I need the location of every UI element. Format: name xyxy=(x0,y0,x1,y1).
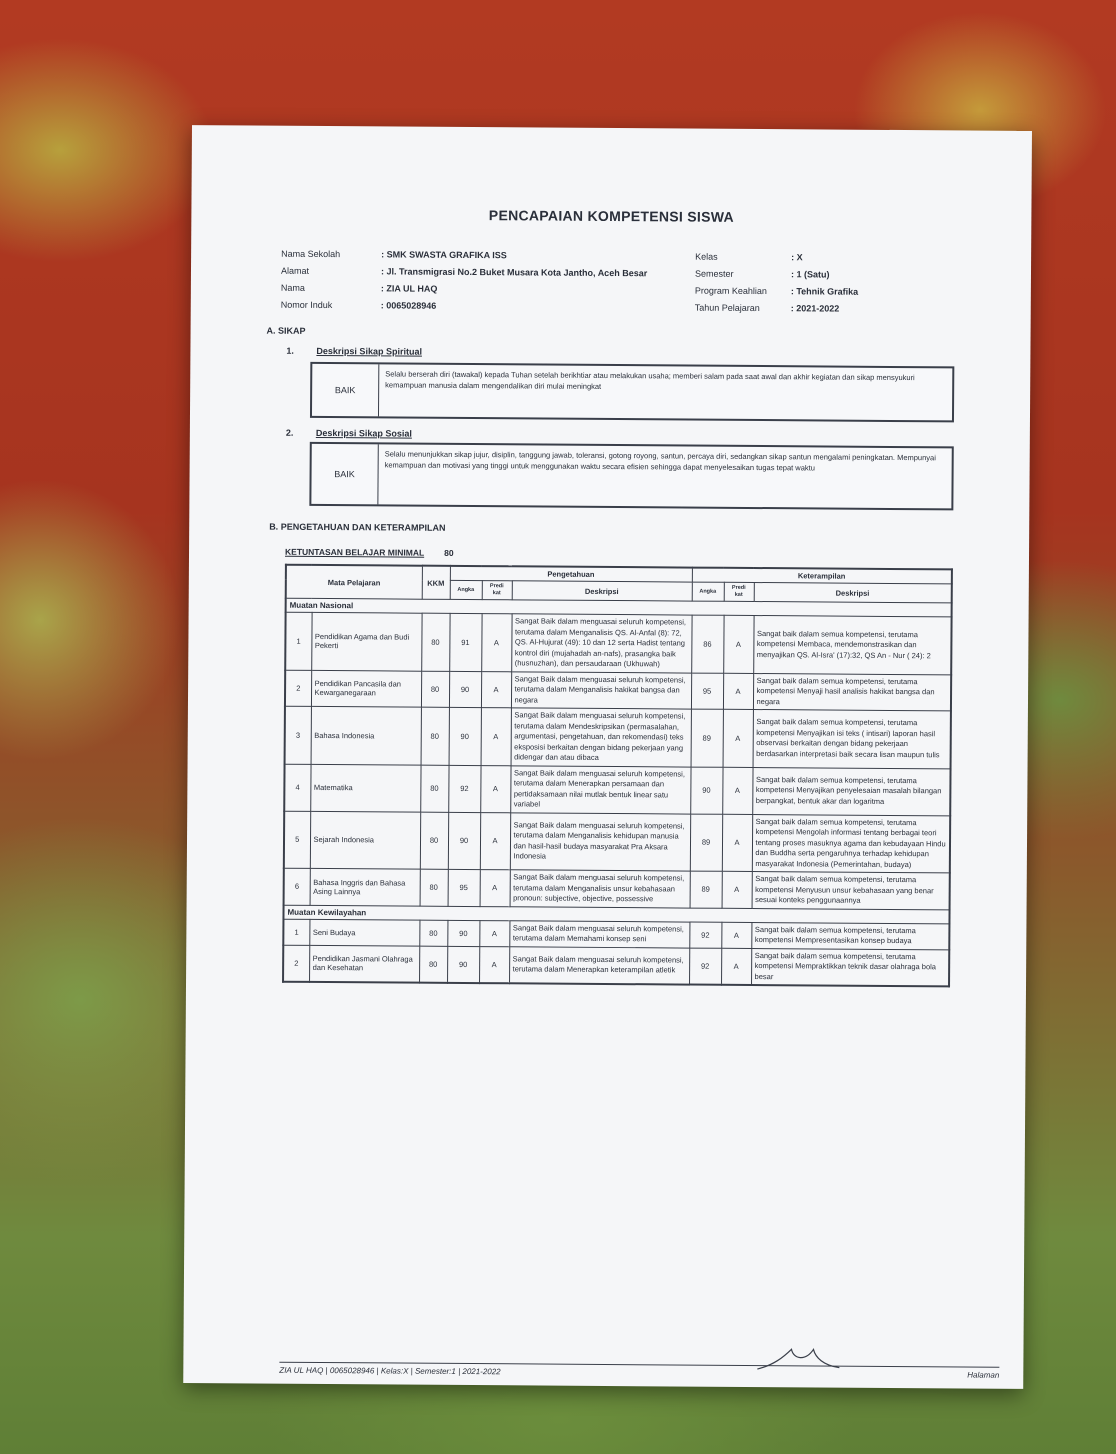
keterampilan-angka: 89 xyxy=(691,709,723,767)
keterampilan-predikat: A xyxy=(723,709,753,767)
subject-name: Pendidikan Jasmani Olahraga dan Kesehatan xyxy=(309,945,419,983)
pengetahuan-angka: 90 xyxy=(449,671,481,708)
keterampilan-deskripsi: Sangat baik dalam semua kompetensi, terutama kompetensi Mempraktikkan teknik dasar olahraga bola besar xyxy=(751,948,949,986)
pengetahuan-deskripsi: Sangat Baik dalam menguasai seluruh kompetensi, terutama dalam Menerapkan keterampilan atletik xyxy=(509,946,689,984)
report-paper xyxy=(183,125,1032,1389)
info-label: Semester xyxy=(694,268,734,279)
page-footer xyxy=(279,1362,999,1380)
header-k-angka: Angka xyxy=(692,582,724,601)
info-label: Kelas xyxy=(695,251,718,262)
header-p-angka: Angka xyxy=(450,580,482,599)
kkm-cell: 80 xyxy=(421,671,449,708)
keterampilan-predikat: A xyxy=(722,814,752,872)
pengetahuan-angka: 90 xyxy=(448,812,480,870)
pengetahuan-angka: 95 xyxy=(448,869,480,906)
page-title: PENCAPAIAN KOMPETENSI SISWA xyxy=(488,207,734,225)
info-row xyxy=(695,283,858,301)
table-row xyxy=(284,868,950,909)
row-number: 4 xyxy=(284,764,310,811)
info-value: : Jl. Transmigrasi No.2 Buket Musara Kota Jantho, Aceh Besar xyxy=(380,266,648,279)
student-info-left xyxy=(281,246,648,317)
info-value: : 1 (Satu) xyxy=(790,269,830,280)
sosial-number: 2. xyxy=(285,427,294,438)
group-label: Muatan Kewilayahan xyxy=(283,905,949,924)
pengetahuan-deskripsi: Sangat Baik dalam menguasai seluruh kompetensi, terutama dalam Menganalisis kehidupan manusia dan hasil-hasil budaya masyarakat Pra Aksara Indonesia xyxy=(510,812,690,871)
pengetahuan-predikat: A xyxy=(481,708,511,766)
subject-name: Bahasa Inggris dan Bahasa Asing Lainnya xyxy=(310,868,420,905)
row-number: 2 xyxy=(283,945,309,982)
header-p-predikat: Predi kat xyxy=(482,581,512,600)
table-row xyxy=(284,764,950,816)
keterampilan-angka: 92 xyxy=(689,922,721,948)
footer-page-label: Halaman xyxy=(967,1370,1000,1380)
keterampilan-deskripsi: Sangat baik dalam semua kompetensi, terutama kompetensi Menyaji hasil analisis hakikat bangsa dan negara xyxy=(753,673,951,711)
kkm-cell: 80 xyxy=(420,765,448,812)
sosial-box xyxy=(309,442,953,510)
keterampilan-deskripsi: Sangat baik dalam semua kompetensi, terutama kompetensi Mengolah informasi tentang berbagai teori tentang proses masuknya agama dan kebudayaan Hindu dan Buddha serta pengaruhnya terhadap kehidupan masyarakat Indonesia (Pemerintahan, budaya) xyxy=(752,814,950,873)
info-value: : Tehnik Grafika xyxy=(790,286,859,297)
spiritual-label: Deskripsi Sikap Spiritual xyxy=(316,345,423,357)
info-row xyxy=(695,300,858,318)
subject-name: Pendidikan Agama dan Budi Pekerti xyxy=(311,612,421,670)
spiritual-number: 1. xyxy=(286,345,294,356)
info-row xyxy=(695,266,858,284)
keterampilan-angka: 89 xyxy=(690,871,722,908)
pengetahuan-angka: 90 xyxy=(447,920,479,946)
keterampilan-predikat: A xyxy=(721,922,751,948)
pengetahuan-deskripsi: Sangat Baik dalam menguasai seluruh kompetensi, terutama dalam Menganalisis hakikat bangsa dan negara xyxy=(511,671,691,709)
row-number: 3 xyxy=(285,706,311,764)
info-label: Nomor Induk xyxy=(280,299,333,311)
pengetahuan-angka: 91 xyxy=(449,613,481,671)
keterampilan-deskripsi: Sangat baik dalam semua kompetensi, terutama kompetensi Menyajikan penyelesaian masalah bilangan berpangkat, bentuk akar dan logaritma xyxy=(752,767,950,815)
footer-student-info: ZIA UL HAQ | 0065028946 | Kelas:X | Semester:1 | 2021-2022 xyxy=(279,1365,501,1377)
spiritual-predikat: BAIK xyxy=(312,364,379,416)
info-label: Alamat xyxy=(280,265,310,276)
subject-name: Sejarah Indonesia xyxy=(310,811,420,869)
sosial-predikat: BAIK xyxy=(311,444,378,504)
sosial-heading xyxy=(286,428,412,439)
pengetahuan-deskripsi: Sangat Baik dalam menguasai seluruh kompetensi, terutama dalam Mendeskripsikan (permasalahan, argumentasi, pengetahuan, dan rekomendasi) teks eksposisi berkaitan dengan bidang pekerjaan yang didengar dan atau dibaca xyxy=(511,708,691,767)
subject-name: Seni Budaya xyxy=(309,919,419,946)
info-value: : 0065028946 xyxy=(380,300,437,311)
info-value: : SMK SWASTA GRAFIKA ISS xyxy=(381,249,507,261)
info-label: Nama xyxy=(280,282,305,293)
kkm-value: 80 xyxy=(444,547,454,558)
row-number: 1 xyxy=(283,919,309,945)
kkm-cell: 80 xyxy=(419,946,447,983)
keterampilan-angka: 92 xyxy=(689,948,721,985)
pengetahuan-deskripsi: Sangat Baik dalam menguasai seluruh kompetensi, terutama dalam Menerapkan persamaan dan pertidaksamaan nilai mutlak bentuk linear satu variabel xyxy=(510,765,690,813)
keterampilan-angka: 90 xyxy=(690,767,722,814)
table-row xyxy=(283,945,949,987)
info-row xyxy=(281,297,647,317)
table-row xyxy=(284,811,950,873)
info-label: Nama Sekolah xyxy=(281,248,341,260)
pengetahuan-predikat: A xyxy=(479,946,509,983)
subject-name: Pendidikan Pancasila dan Kewarganegaraan xyxy=(311,670,421,707)
kkm-label: KETUNTASAN BELAJAR MINIMAL xyxy=(284,546,425,558)
sosial-label: Deskripsi Sikap Sosial xyxy=(315,427,412,439)
header-keterampilan: Keterampilan xyxy=(692,568,952,584)
kkm-line xyxy=(285,547,454,558)
keterampilan-deskripsi: Sangat baik dalam semua kompetensi, terutama kompetensi Mempresentasikan konsep budaya xyxy=(751,922,949,949)
info-value: : 2021-2022 xyxy=(790,303,840,314)
info-row xyxy=(695,249,858,267)
kkm-cell: 80 xyxy=(420,812,448,870)
table-row xyxy=(285,612,951,674)
header-k-predikat: Predi kat xyxy=(724,582,754,601)
info-value: : X xyxy=(791,252,803,263)
keterampilan-predikat: A xyxy=(722,767,752,814)
row-number: 5 xyxy=(284,811,310,869)
signature-mark xyxy=(753,1339,843,1380)
kkm-cell: 80 xyxy=(419,920,447,946)
pengetahuan-predikat: A xyxy=(481,671,511,708)
pengetahuan-predikat: A xyxy=(481,614,511,672)
keterampilan-angka: 95 xyxy=(691,673,723,710)
keterampilan-deskripsi: Sangat baik dalam semua kompetensi, terutama kompetensi Membaca, mendemonstrasikan dan menyajikan QS. Al-Isra' (17):32, QS An - Nur ( 24): 2 xyxy=(753,616,951,675)
keterampilan-deskripsi: Sangat baik dalam semua kompetensi, terutama kompetensi Menyajikan isi teks ( intisari) laporan hasil observasi berkaitan dengan bidang pekerjaan berdasarkan interpretasi baik secara lisan maupun tulis xyxy=(753,709,951,768)
header-k-deskripsi: Deskripsi xyxy=(754,583,952,603)
keterampilan-angka: 86 xyxy=(691,615,723,673)
info-label: Tahun Pelajaran xyxy=(694,302,760,314)
keterampilan-predikat: A xyxy=(723,615,753,673)
pengetahuan-angka: 90 xyxy=(449,707,481,765)
pengetahuan-deskripsi: Sangat Baik dalam menguasai seluruh kompetensi, terutama dalam Menganalisis QS. Al-Anfal (8): 72, QS. Al-Hujurat (49): 10 dan 12 serta Hadist tentang kontrol diri (mujahadah an-nafs), prasangka baik (husnuzhan), dan persaudaraan (Ukhuwah) xyxy=(511,614,691,673)
student-info-right xyxy=(695,249,859,318)
pengetahuan-angka: 92 xyxy=(448,765,480,812)
section-b-heading: B. PENGETAHUAN DAN KETERAMPILAN xyxy=(269,521,446,533)
header-mapel: Mata Pelajaran xyxy=(286,565,422,599)
row-number: 1 xyxy=(285,612,311,670)
pengetahuan-predikat: A xyxy=(480,765,510,812)
sosial-description: Selalu menunjukkan sikap jujur, disiplin, tanggung jawab, toleransi, gotong royong, santun, percaya diri, sedangkan sikap santun mengalami peningkatan. Mempunyai kemampuan dan motivasi yang tinggi untuk menggunakan waktu secara efisien sehingga dapat menyelesaikan tugas tepat waktu xyxy=(384,449,936,473)
header-kkm: KKM xyxy=(422,566,450,600)
kkm-cell: 80 xyxy=(421,613,449,671)
header-pengetahuan: Pengetahuan xyxy=(450,566,692,582)
info-value: : ZIA UL HAQ xyxy=(380,283,438,294)
kkm-cell: 80 xyxy=(420,869,448,906)
spiritual-description: Selalu berserah diri (tawakal) kepada Tuhan setelah berikhtiar atau melakukan usaha; memberi salam pada saat awal dan akhir kegiatan dan sikap mensyukuri kemampuan manusia dalam mengendalikan diri mulai meningkat xyxy=(385,369,915,391)
table-row xyxy=(285,670,951,711)
pengetahuan-deskripsi: Sangat Baik dalam menguasai seluruh kompetensi, terutama dalam Menganalisis unsur kebahasaan pronoun: subjective, objective, possessive xyxy=(510,870,690,908)
keterampilan-predikat: A xyxy=(721,948,751,985)
pengetahuan-deskripsi: Sangat Baik dalam menguasai seluruh kompetensi, terutama dalam Memahami konsep seni xyxy=(509,920,689,947)
keterampilan-predikat: A xyxy=(723,673,753,710)
grades-table xyxy=(282,564,953,988)
spiritual-box xyxy=(310,362,954,422)
pengetahuan-predikat: A xyxy=(480,812,510,870)
spiritual-heading xyxy=(286,346,422,357)
section-a-heading: A. SIKAP xyxy=(266,325,306,336)
keterampilan-predikat: A xyxy=(722,871,752,908)
subject-name: Matematika xyxy=(310,764,420,812)
pengetahuan-predikat: A xyxy=(480,870,510,907)
row-number: 6 xyxy=(284,868,310,905)
table-row xyxy=(285,706,951,768)
pengetahuan-predikat: A xyxy=(479,920,509,946)
header-p-deskripsi: Deskripsi xyxy=(512,581,692,601)
subject-name: Bahasa Indonesia xyxy=(311,706,421,764)
keterampilan-angka: 89 xyxy=(690,814,722,872)
row-number: 2 xyxy=(285,670,311,707)
info-label: Program Keahlian xyxy=(694,285,767,297)
kkm-cell: 80 xyxy=(421,707,449,765)
group-label: Muatan Nasional xyxy=(286,598,952,617)
pengetahuan-angka: 90 xyxy=(447,946,479,983)
keterampilan-deskripsi: Sangat baik dalam semua kompetensi, terutama kompetensi Menyusun unsur kebahasaan yang benar sesuai konteks penggunaannya xyxy=(752,871,950,909)
